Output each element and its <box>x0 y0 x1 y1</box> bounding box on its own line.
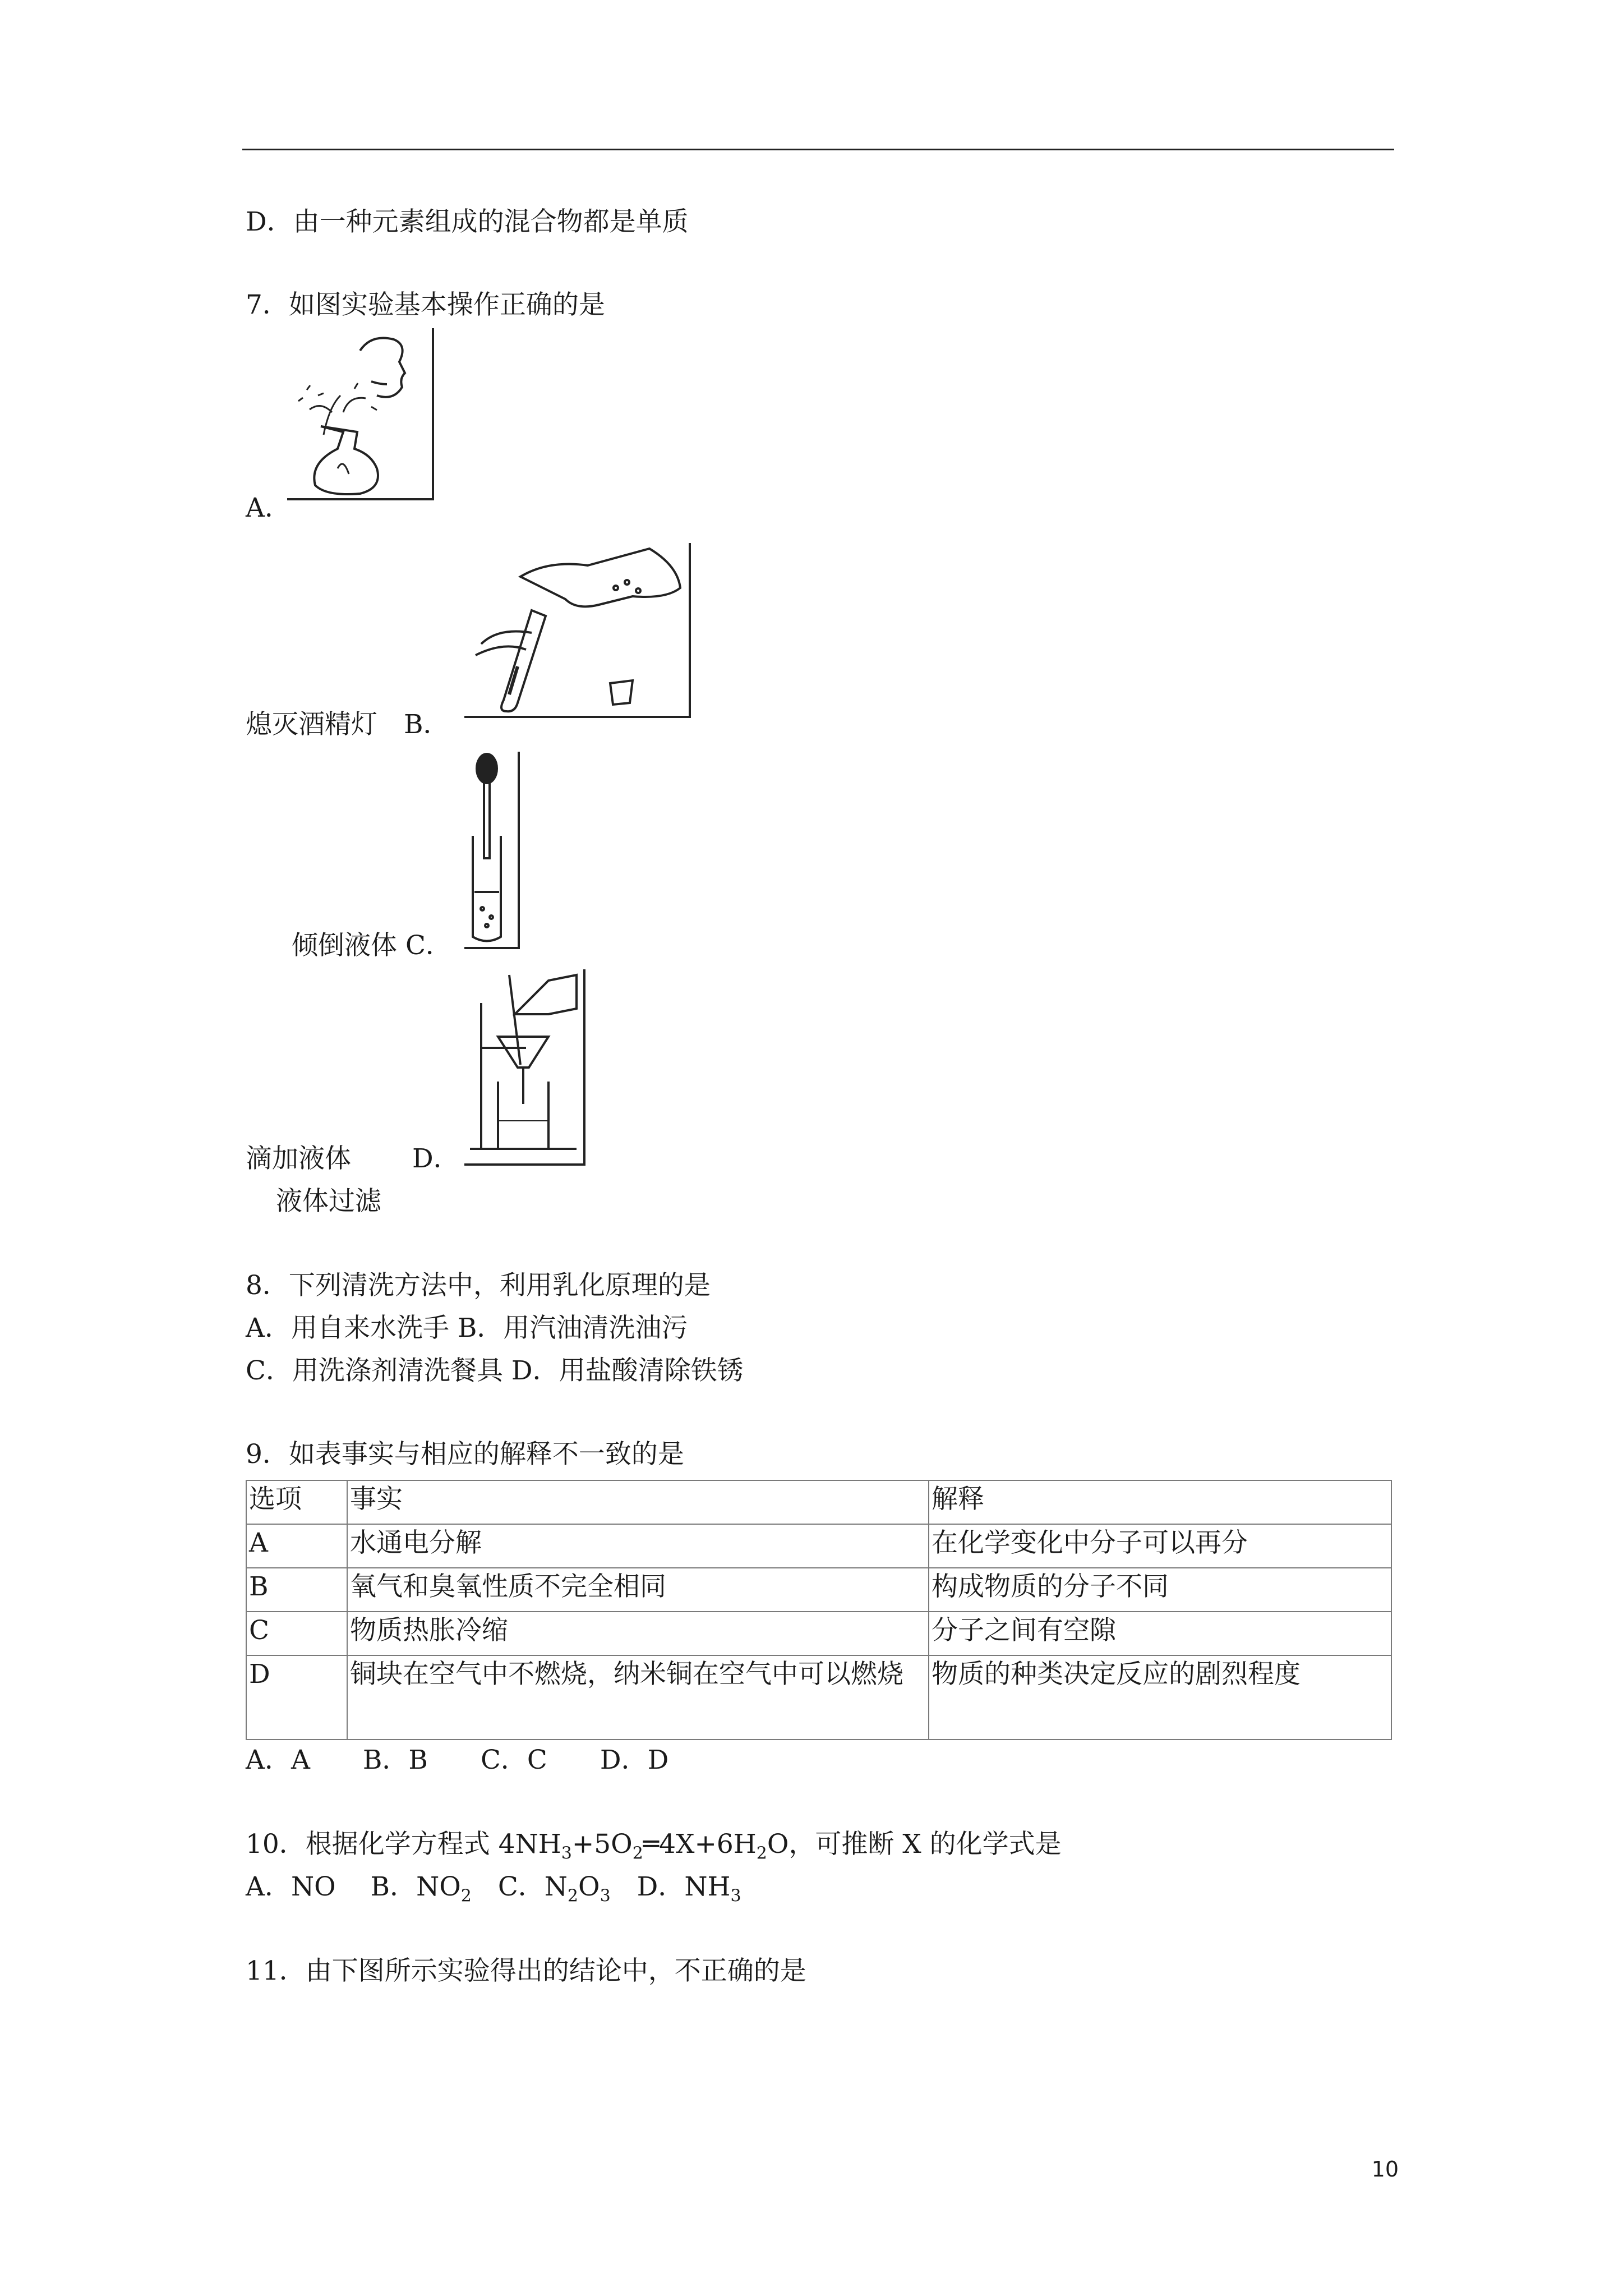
cell-explanation: 物质的种类决定反应的剧烈程度 <box>929 1655 1391 1740</box>
q7-caption-c-label-d: 滴加液体 D． <box>246 1143 460 1174</box>
q11-stem: 11．由下图所示实验得出的结论中，不正确的是 <box>246 1955 806 1986</box>
figure-extinguish-lamp <box>287 328 434 500</box>
cell-explanation: 构成物质的分子不同 <box>929 1568 1391 1612</box>
page-number: 10 <box>1371 2157 1399 2182</box>
q7-stem: 7．如图实验基本操作正确的是 <box>246 289 605 320</box>
cell-fact: 铜块在空气中不燃烧，纳米铜在空气中可以燃烧 <box>347 1655 929 1740</box>
cell-option: B <box>246 1568 347 1612</box>
q7-caption-b-label-c: 倾倒液体 C． <box>292 930 452 961</box>
header-explanation: 解释 <box>929 1480 1391 1524</box>
q8-stem: 8．下列清洗方法中，利用乳化原理的是 <box>246 1270 711 1301</box>
q10-stem: 10．根据化学方程式 $4NH_3+5O_2═4X+6H_2O$，可推断 X 的化学式是 <box>246 1829 1062 1864</box>
cell-fact: 水通电分解 <box>347 1524 929 1568</box>
q7-caption-d: 液体过滤 <box>276 1186 381 1217</box>
q9-stem: 9．如表事实与相应的解释不一致的是 <box>246 1439 684 1470</box>
q7-caption-a-label-b: 熄灭酒精灯 B． <box>246 709 450 740</box>
cell-fact: 物质热胀冷缩 <box>347 1612 929 1655</box>
q9-table <box>246 1480 1392 1740</box>
figure-drop-liquid <box>464 752 520 949</box>
q8-options-line1: A．用自来水洗手 B．用汽油清洗油污 <box>246 1313 688 1343</box>
figure-filter-liquid <box>464 969 585 1166</box>
table-row <box>246 1612 1391 1655</box>
table-row <box>246 1568 1391 1612</box>
q10-options: A．NO B．$NO_2$ C．$N_2O_3$ D．$NH_3$ <box>246 1871 741 1906</box>
cell-option: C <box>246 1612 347 1655</box>
cell-option: D <box>246 1655 347 1740</box>
figure-pour-liquid <box>464 543 691 718</box>
table-header-row <box>246 1480 1391 1524</box>
q9-options: A．A B．B C．C D．D <box>246 1745 669 1775</box>
cell-option: A <box>246 1524 347 1568</box>
table-row <box>246 1524 1391 1568</box>
cell-fact: 氧气和臭氧性质不完全相同 <box>347 1568 929 1612</box>
cell-explanation: 在化学变化中分子可以再分 <box>929 1524 1391 1568</box>
q6-option-d: D．由一种元素组成的混合物都是单质 <box>246 206 689 237</box>
header-fact: 事实 <box>347 1480 929 1524</box>
q7-label-a: A． <box>246 493 291 523</box>
header-option: 选项 <box>246 1480 347 1524</box>
cell-explanation: 分子之间有空隙 <box>929 1612 1391 1655</box>
header-rule <box>242 149 1394 150</box>
table-row <box>246 1655 1391 1740</box>
q8-options-line2: C．用洗涤剂清洗餐具 D．用盐酸清除铁锈 <box>246 1355 744 1386</box>
